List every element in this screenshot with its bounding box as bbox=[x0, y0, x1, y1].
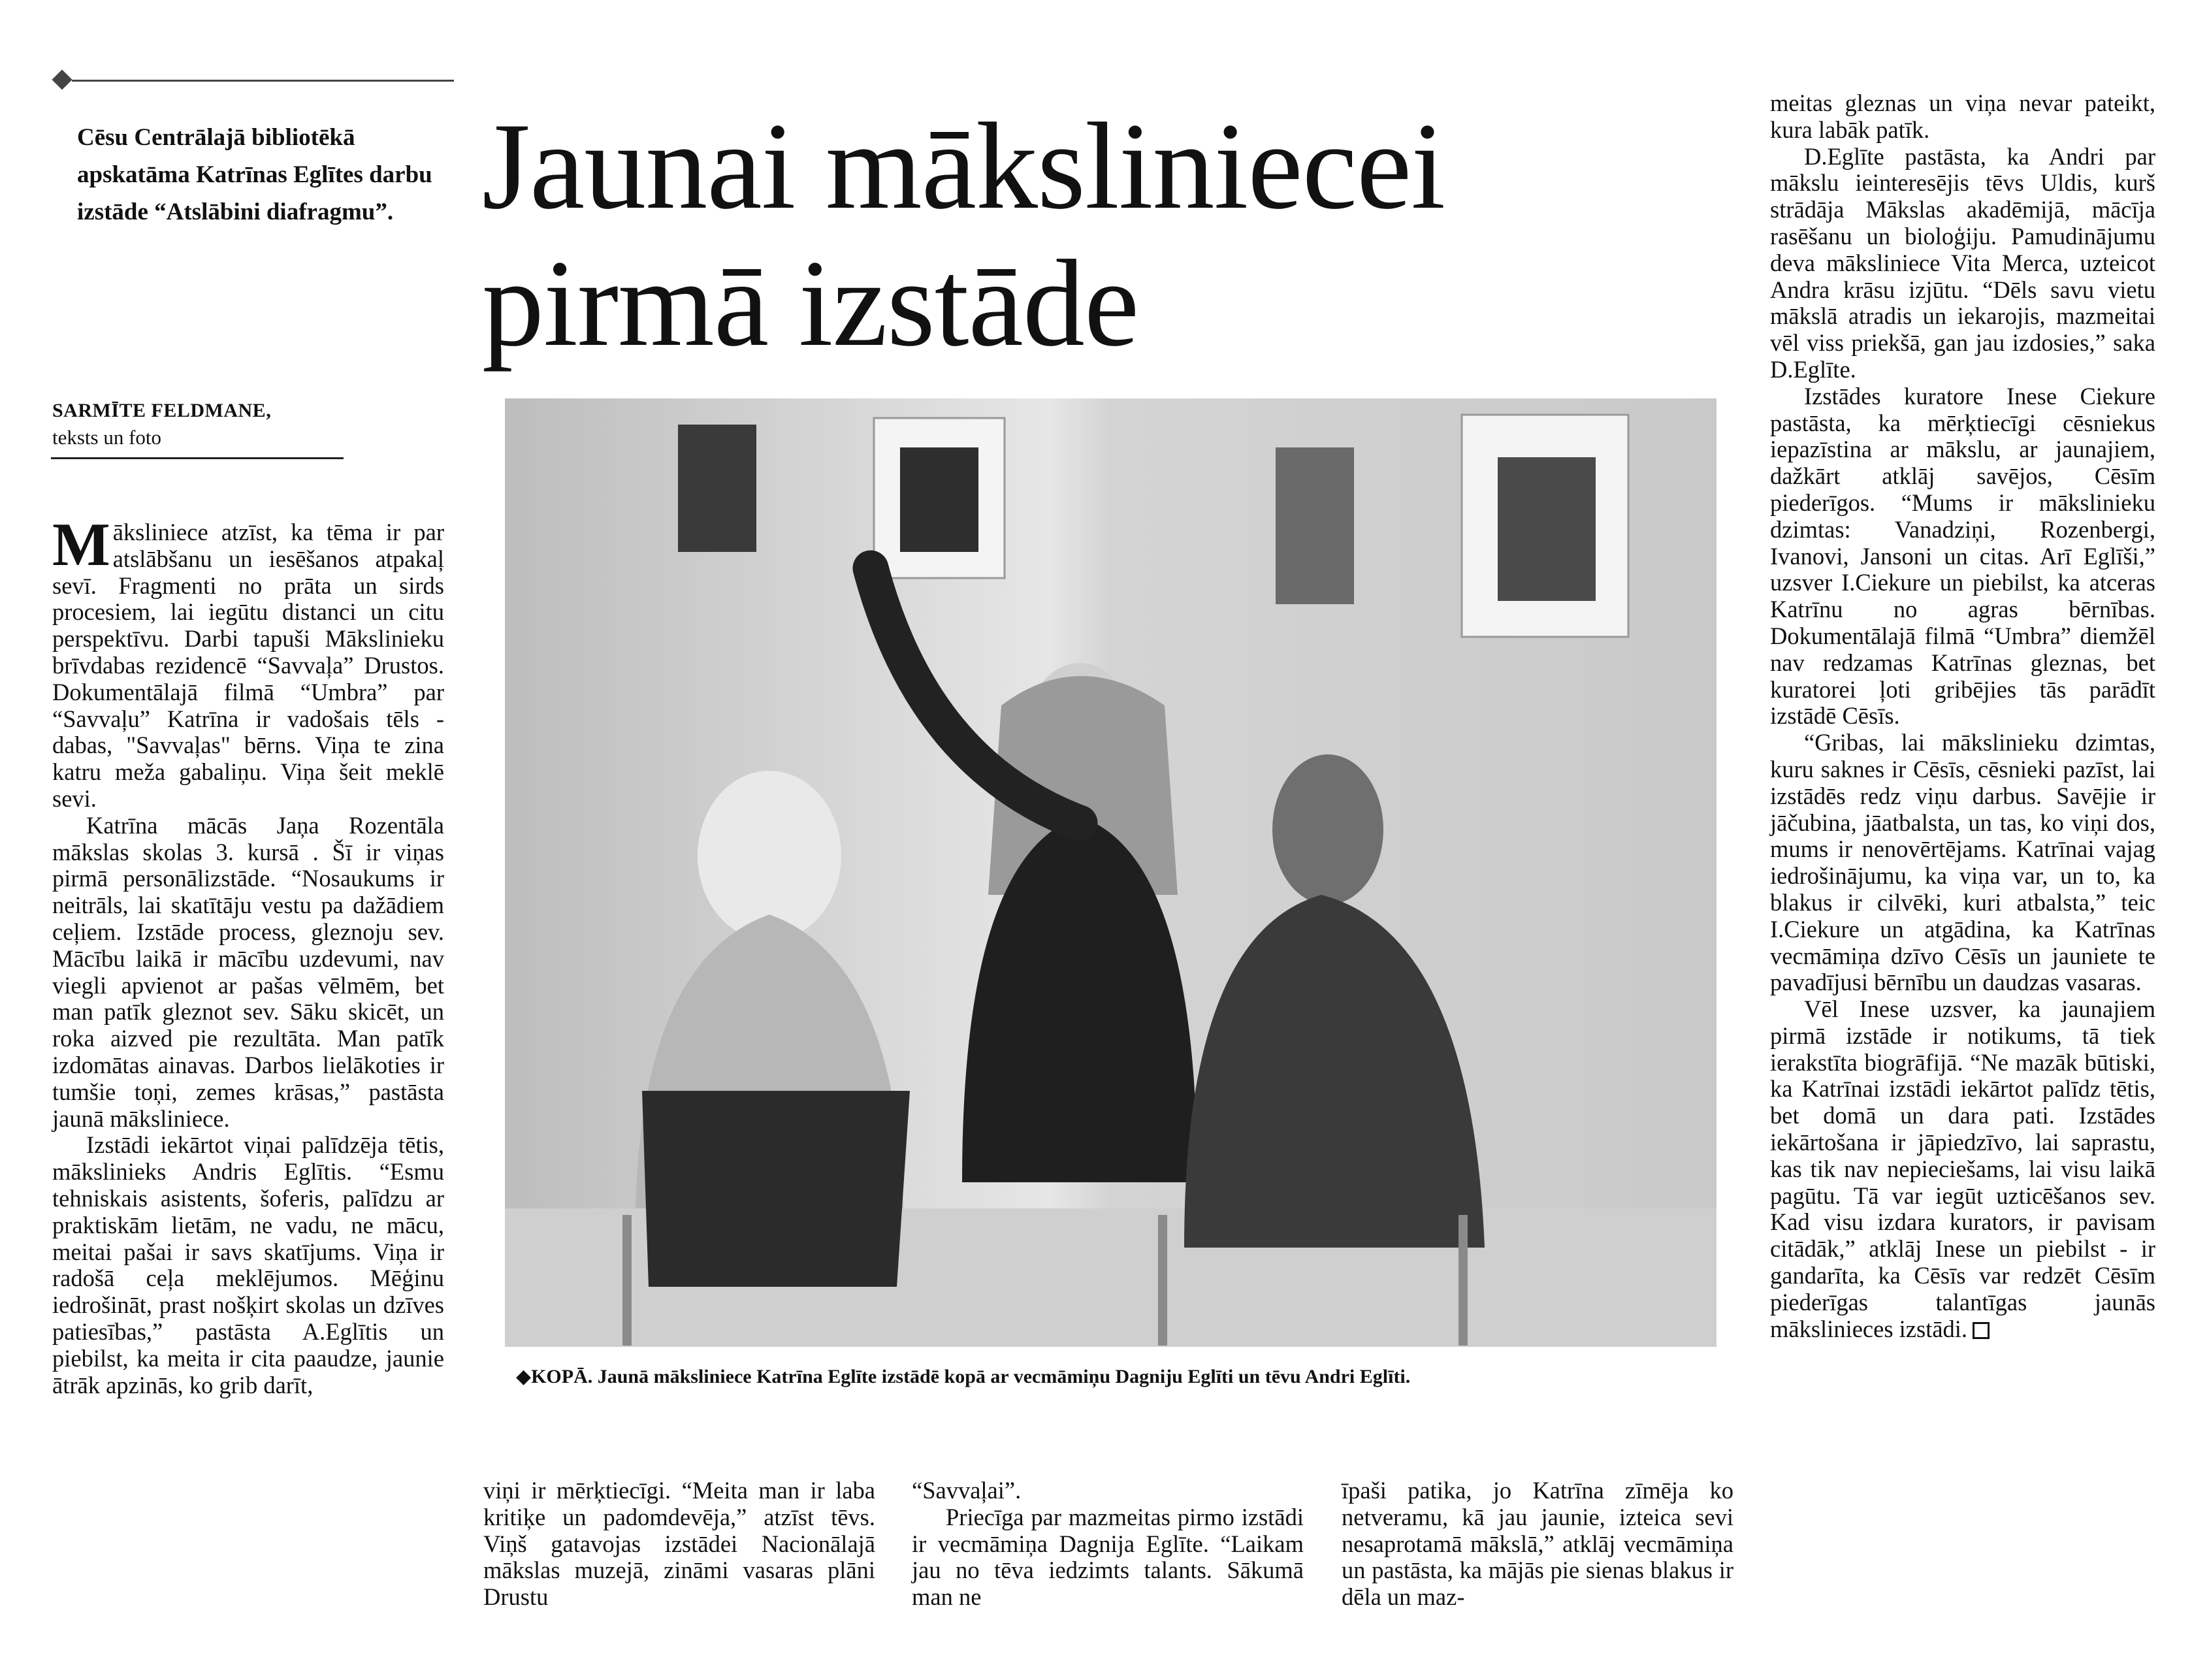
headline-line-2: pirmā izstāde bbox=[482, 235, 1139, 372]
col5-paragraph-3: Izstādes kuratore Inese Ciekure pastāsta, ka mērķtiecīgi cēsniekus iepazīstina ar mākslu, ar jaunajiem, dažkārt atklāj savējos, Cēsīm piederīgos. “Mums ir mākslinieku dzimtas: Vanadziņi, Rozenbergi, Ivanovi, Jansoni un citas. Arī Eglīši,” uzsver I.Ciekure un piebilst, ka atceras Katrīnu no agras bērnības. Dokumentālajā filmā “Umbra” diemžēl nav redzamas Katrīnas gleznas, bet kuratorei ļoti gribējies tās parādīt izstādē Cēsīs. bbox=[1770, 382, 2155, 730]
photo-caption bbox=[516, 1364, 1711, 1390]
column-2 bbox=[483, 1478, 875, 1611]
caption-text: KOPĀ. Jaunā māksliniece Katrīna Eglīte izstādē kopā ar vecmāmiņu Dagniju Eglīti un tēvu Andri Eglīti. bbox=[531, 1366, 1411, 1387]
deck-intro: Cēsu Centrālajā bibliotēkā apskatāma Katrīnas Eglītes darbu izstāde “Atslābini diafragmu”. bbox=[77, 124, 432, 225]
column-1 bbox=[52, 511, 444, 1398]
col1-paragraph-1-text: āksliniece atzīst, ka tēma ir par atslābšanu un iesēšanos atpakaļ sevī. Fragmenti no prāta un sirds procesiem, lai iegūtu distanci un citu perspektīvu. Darbi tapuši Mākslinieku brīvdabas rezidencē “Savvaļa” Drustos. Dokumentālajā filmā “Umbra” par “Savvaļu” Katrīna ir vadošais tēls - dabas, "Savvaļas" bērns. Viņa te zina katru meža gabaliņu. Viņa šeit meklē sevi. bbox=[52, 519, 444, 812]
col5-paragraph-1: meitas gleznas un viņa nevar pateikt, kura labāk patīk. bbox=[1770, 89, 2155, 143]
byline-author: SARMĪTE FELDMANE, bbox=[52, 400, 272, 421]
ornament-diamond bbox=[52, 69, 72, 89]
col3-paragraph-2: Priecīga par mazmeitas pirmo izstādi ir vecmāmiņa Dagnija Eglīte. “Laikam jau no tēva iedzimts talants. Sākumā man ne bbox=[912, 1503, 1304, 1611]
headline-line-1: Jaunai māksliniecei bbox=[482, 98, 1445, 235]
col1-paragraph-2: Katrīna mācās Jaņa Rozentāla mākslas skolas 3. kursā . Šī ir viņas pirmā personālizstāde. “Nosaukums ir neitrāls, lai skatītāju vestu pa dažādiem ceļiem. Izstāde process, gleznoju sev. Mācību laikā ir mācību uzdevumi, nav viegli apvienot ar pašas vēlmēm, bet man patīk gleznot sev. Sāku skicēt, un roka aizved pie rezultāta. Man patīk izdomātas ainavas. Darbos lielākoties ir tumšie toņi, zemes krāsas,” pastāsta jaunā māksliniece. bbox=[52, 811, 444, 1132]
col5-paragraph-4: “Gribas, lai mākslinieku dzimtas, kuru saknes ir Cēsīs, cēsnieki pazīst, lai izstādēs redz viņu darbus. Savējie ir jāčubina, jāatbalsta, un tas, ko viņi dos, mums ir nenovērtējams. Katrīnai vajag iedrošinājumu, ka viņa var, un to, ka blakus ir cilvēki, kuri atbalsta,” teic I.Ciekure un atgādina, ka Katrīnas vecmāmiņa dzīvo Cēsīs un jauniete te pavadījusi bērnību un daudzas vasaras. bbox=[1770, 729, 2155, 996]
col5-paragraph-2: D.Eglīte pastāsta, ka Andri par mākslu ieinteresējis tēvs Uldis, kurš strādāja Mākslas akadēmijā, mācīja rasēšanu un bioloģiju. Pamudinājumu deva māksliniece Vita Merca, uzteicot Andra krāsu izjūtu. “Dēls savu vietu mākslā atradis un iekarojis, mazmeitai vēl viss priekšā, gan jau izdosies,” saka D.Eglīte. bbox=[1770, 142, 2155, 383]
column-5 bbox=[1770, 90, 2155, 1342]
col1-paragraph-1 bbox=[52, 511, 444, 813]
column-4 bbox=[1342, 1478, 1733, 1611]
headline bbox=[482, 98, 1762, 372]
top-rule bbox=[72, 80, 454, 82]
col2-paragraph: viņi ir mērķtiecīgi. “Meita man ir laba kritiķe un padomdevēja,” atzīst tēvs. Viņš gatavojas izstādei Nacionālajā mākslas muzejā, zināmi vasaras plāni Drustu bbox=[483, 1477, 875, 1611]
col3-paragraph-1: “Savvaļai”. bbox=[912, 1477, 1022, 1504]
col1-paragraph-3: Izstādi iekārtot viņai palīdzēja tētis, mākslinieks Andris Eglītis. “Esmu tehniskais asistents, šoferis, palīdzu ar praktiskām lietām, ne vadu, ne mācu, meitai pašai ir savs skatījums. Viņa ir radošā ceļa meklējumos. Mēģinu iedrošināt, prast nošķirt skolas un dzīves patiesības,” pastāsta A.Eglītis un piebilst, ka meita ir cita paaudze, jaunie ātrāk apzinās, ko grib darīt, bbox=[52, 1131, 444, 1398]
column-3 bbox=[912, 1478, 1304, 1611]
byline-rule bbox=[51, 457, 344, 459]
col5-paragraph-5 bbox=[1770, 996, 2155, 1342]
col5-paragraph-5-text: Vēl Inese uzsver, ka jaunajiem pirmā izstāde ir notikums, tā tiek ierakstīta biogrāfijā. “Ne mazāk būtiski, ka Katrīnai izstādi iekārtot palīdz tētis, bet domā un dara pati. Izstādes iekārtošana ir jāpiedzīvo, lai saprastu, kas tik nav nepieciešams, lai visu laikā pagūtu. Tā var iegūt uzticēšanos sev. Kad visu izdara kurators, ir pavisam citādāk,” atklāj Inese un piebilst - ir gandarīta, ka Cēsīs var redzēt Cēsīm piederīgas talantīgas jaunās mākslinieces izstādi. bbox=[1770, 995, 2155, 1342]
photo-illustration bbox=[505, 398, 1717, 1347]
end-mark-icon bbox=[1973, 1322, 1990, 1339]
drop-cap: M bbox=[52, 511, 110, 579]
byline-role: teksts un foto bbox=[52, 426, 162, 449]
col4-paragraph: īpaši patika, jo Katrīna zīmēja ko netveramu, kā jau jaunie, izteica sevi nesaprotamā mākslā,” atklāj vecmāmiņa un pastāsta, ka mājās pie sienas blakus ir dēla un maz- bbox=[1342, 1477, 1733, 1611]
caption-marker-icon: ◆ bbox=[516, 1366, 532, 1387]
article-photo bbox=[505, 398, 1717, 1347]
